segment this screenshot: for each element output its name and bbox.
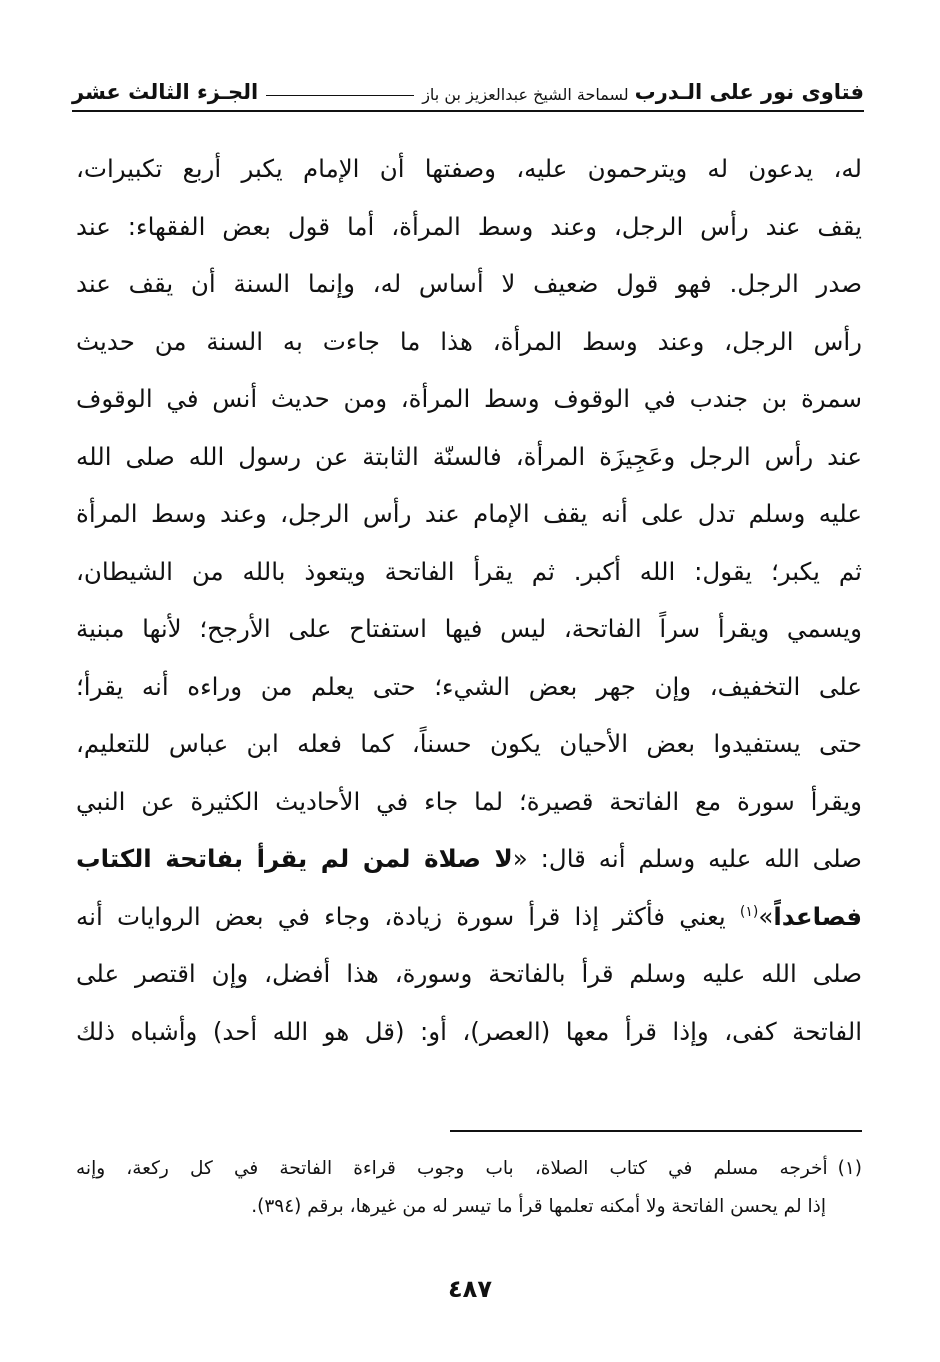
hadith-text: لا صلاة لمن لم يقرأ بفاتحة الكتاب: [76, 844, 513, 873]
body-line-text: يعني فأكثر إذا قرأ سورة زيادة، وجاء في بعض الروايات أنه: [76, 901, 740, 931]
body-line: على التخفيف، وإن جهر بعض الشيء؛ حتى يعلم من وراءه أنه يقرأ؛: [76, 671, 862, 701]
footnote-number: (١): [837, 1158, 862, 1179]
hadith-text-end: فصاعداً: [773, 901, 862, 931]
footnote-line: [76, 1150, 862, 1188]
body-line: حتى يستفيدوا بعض الأحيان يكون حسناً، كما فعله ابن عباس للتعليم،: [76, 729, 862, 758]
header-rule: [266, 95, 414, 96]
body-line: عند رأس الرجل وعَجِيزَة المرأة، فالسنّة الثابتة عن رسول الله صلى الله: [76, 441, 862, 471]
footnotes: [76, 1150, 862, 1226]
page-number: ٤٨٧: [448, 1275, 492, 1303]
book-title: فتاوى نور على الـدرب: [634, 80, 864, 104]
footnote-text: أخرجه مسلم في كتاب الصلاة، باب وجوب قراءة الفاتحة في كل ركعة، وإنه: [76, 1158, 828, 1179]
body-line: ويقرأ سورة مع الفاتحة قصيرة؛ لما جاء في الأحاديث الكثيرة عن النبي: [76, 786, 862, 816]
body-line: يقف عند رأس الرجل، وعند وسط المرأة، أما قول بعض الفقهاء: عند: [76, 211, 862, 241]
body-line: سمرة بن جندب في الوقوف وسط المرأة، ومن حديث أنس في الوقوف: [76, 384, 862, 413]
body-line: ويسمي ويقرأ سراً الفاتحة، ليس فيها استفتاح على الأرجح؛ لأنها مبنية: [76, 614, 862, 643]
header-title-group: [422, 80, 864, 104]
volume-part: الجـزء الثالث عشر: [72, 80, 259, 104]
footnote-separator: [450, 1130, 862, 1132]
body-line: رأس الرجل، وعند وسط المرأة، هذا ما جاءت به السنة من حديث: [76, 326, 862, 356]
body-line: صدر الرجل. فهو قول ضعيف لا أساس له، وإنما السنة أن يقف عند: [76, 269, 862, 298]
body-line: ثم يكبر؛ يقول: الله أكبر. ثم يقرأ الفاتحة ويتعوذ بالله من الشيطان،: [76, 556, 862, 586]
body-line: صلى الله عليه وسلم قرأ بالفاتحة وسورة، هذا أفضل، وإن اقتصر على: [76, 959, 862, 988]
body-line-hadith-start: [76, 830, 862, 888]
body-line: عليه وسلم تدل على أنه يقف الإمام عند رأس الرجل، وعند وسط المرأة: [76, 499, 862, 528]
body-line: الفاتحة كفى، وإذا قرأ معها (العصر)، أو: (قل هو الله أحد) وأشباه ذلك: [76, 1016, 862, 1046]
footnote-line-continued: إذا لم يحسن الفاتحة ولا أمكنه تعلمها قرأ ما تيسر له من غيرها، برقم (٣٩٤).: [251, 1196, 826, 1217]
book-author: لسماحة الشيخ عبدالعزيز بن باز: [422, 85, 629, 104]
body-line-hadith-end: [76, 888, 862, 946]
footnote-reference[interactable]: (١): [739, 903, 759, 920]
body-text: [76, 140, 862, 1060]
body-line: له، يدعون له ويترحمون عليه، وصفتها أن الإمام يكبر أربع تكبيرات،: [76, 154, 862, 183]
quote-close: »: [758, 901, 774, 931]
running-header: [72, 72, 864, 112]
body-line-text: صلى الله عليه وسلم أنه قال: «: [512, 844, 862, 873]
